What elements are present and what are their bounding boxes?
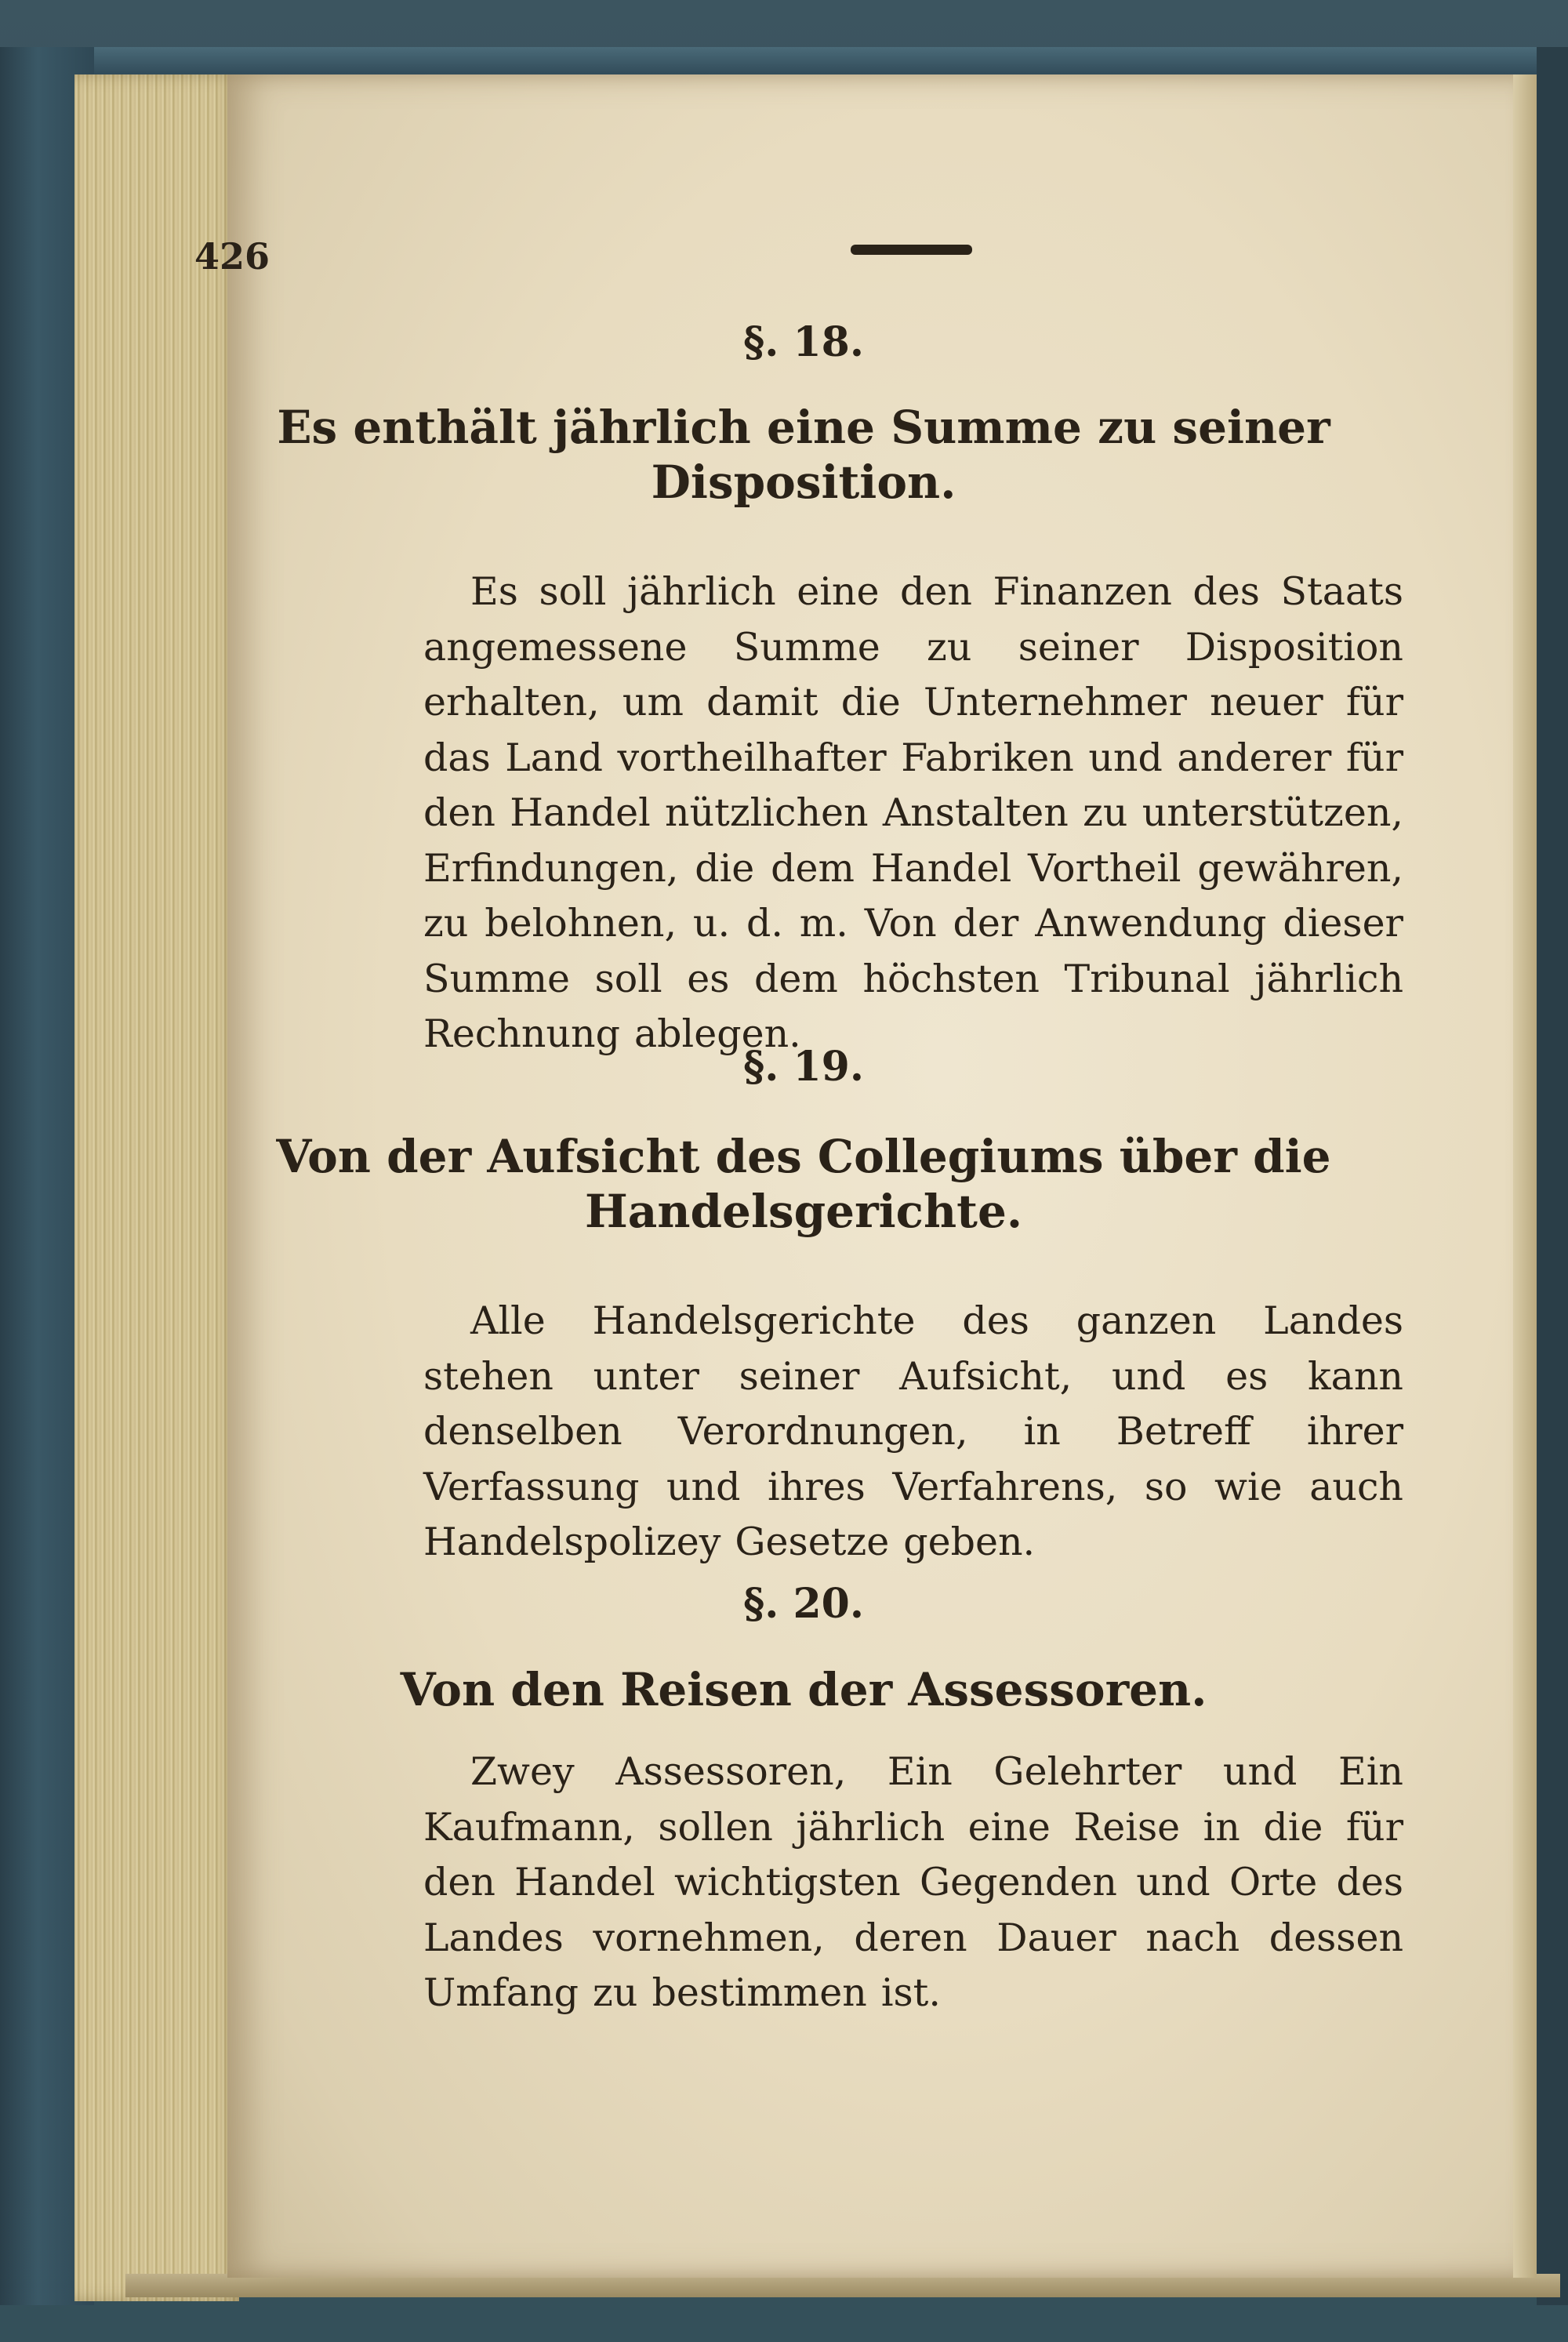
paragraph-text: Es soll jährlich eine den Finanzen des Staats angemessene Summe zu seiner Disposition erhalten, um damit die Unternehmer neuer für das Land vortheilhafter Fabriken und anderer für den Handel nützlichen Anstalten zu unterstützen, Erfindungen, die dem Handel Vortheil gewähren, zu belohnen, u. d. m. Von der Anwendung dieser Summe soll es dem höchsten Tribunal jährlich Rechnung ablegen. (423, 569, 1403, 1056)
header-rule (851, 245, 972, 255)
section-body (423, 565, 1403, 1062)
paragraph-text: Zwey Assessoren, Ein Gelehrter und Ein Kaufmann, sollen jährlich eine Reise in die für den Handel wichtigsten Gegenden und Orte des Landes vornehmen, deren Dauer nach dessen Umfang zu bestimmen ist. (423, 1749, 1403, 2015)
facing-page-edge (1513, 74, 1537, 2278)
book-cover-top-edge (31, 47, 1560, 78)
section-number: §. 20. (743, 1580, 864, 1628)
section-number: §. 18. (743, 318, 864, 366)
section-number: §. 19. (743, 1043, 864, 1091)
page-number: 426 (194, 235, 270, 278)
paragraph-text: Alle Handelsgerichte des ganzen Landes stehen unter seiner Aufsicht, und es kann denselben Verordnungen, in Betreff ihrer Verfassung und ihres Verfahrens, so wie auch Handelspolizey Gesetze geben. (423, 1298, 1403, 1564)
section-body (423, 1745, 1403, 2021)
stacked-page-edges (74, 74, 239, 2301)
section-body (423, 1294, 1403, 1570)
section-title: Von der Aufsicht des Collegiums über die Handelsgerichte. (276, 1130, 1331, 1238)
book-cover-right-edge (1537, 47, 1568, 2305)
section-title: Es enthält jährlich eine Summe zu seiner Disposition. (277, 401, 1330, 509)
section-title: Von den Reisen der Assessoren. (400, 1663, 1207, 1716)
